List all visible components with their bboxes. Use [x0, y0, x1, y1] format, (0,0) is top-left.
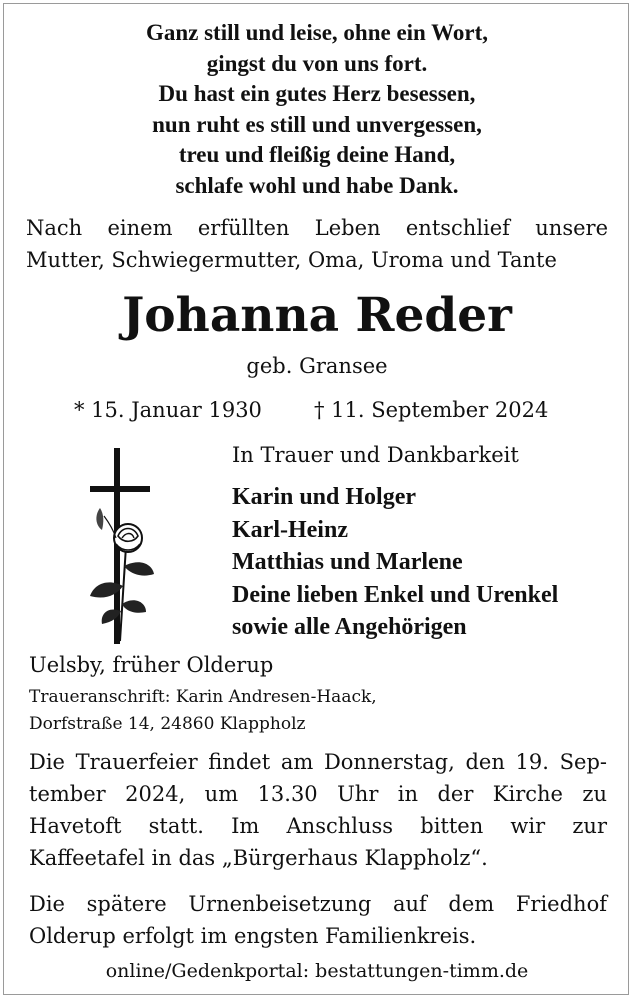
- deceased-name: Johanna Reder: [122, 288, 512, 343]
- ceremony-text: [29, 746, 607, 874]
- address-line: Traueranschrift: Karin Andresen-Haack,: [29, 687, 377, 707]
- signer: sowie alle Angehörigen: [232, 614, 467, 640]
- poem-line: gingst du von uns fort.: [206, 50, 428, 76]
- poem-line: Ganz still und leise, ohne ein Wort,: [145, 20, 489, 45]
- online-memorial-link[interactable]: online/Gedenkportal: bestattungen-timm.de: [105, 960, 529, 982]
- poem-line: nun ruht es still und unvergessen,: [152, 111, 482, 137]
- address-line: Dorfstraße 14, 24860 Klappholz: [29, 714, 306, 734]
- intro-line: Mutter, Schwiegermutter, Oma, Uroma und Tante: [26, 248, 557, 272]
- signers-list: [232, 481, 558, 644]
- residence: Uelsby, früher Olderup: [29, 653, 274, 677]
- signer: Karl-Heinz: [232, 516, 348, 543]
- poem: [0, 18, 634, 201]
- urn-line: Die spätere Urnenbeisetzung auf dem Friedhof: [29, 892, 607, 916]
- ceremony-line: tember 2024, um 13.30 Uhr in der Kirche zu: [29, 782, 607, 806]
- intro-line: Nach einem erfüllten Leben entschlief unsere: [26, 216, 608, 240]
- mourning-heading: In Trauer und Dankbarkeit: [232, 443, 519, 467]
- signer: Matthias und Marlene: [232, 549, 463, 575]
- signer: Deine lieben Enkel und Urenkel: [232, 581, 559, 608]
- maiden-name: geb. Gransee: [246, 354, 388, 378]
- poem-line: Du hast ein gutes Herz besessen,: [158, 81, 476, 106]
- death-date: † 11. September 2024: [314, 398, 549, 422]
- signer: Karin und Holger: [232, 484, 417, 510]
- poem-line: treu und fleißig deine Hand,: [178, 142, 456, 167]
- cross-with-rose-icon: [80, 446, 160, 646]
- urn-line: Olderup erfolgt im engsten Familienkreis.: [29, 924, 477, 948]
- urn-burial-text: [29, 888, 607, 952]
- ceremony-line: Die Trauerfeier findet am Donnerstag, den 19. Sep-: [29, 750, 607, 774]
- mourning-address: [29, 684, 377, 738]
- birth-date: * 15. Januar 1930: [74, 398, 262, 422]
- ceremony-line: Kaffeetafel in das „Bürgerhaus Klappholz“.: [29, 846, 488, 870]
- intro-text: [26, 212, 608, 276]
- ceremony-line: Havetoft statt. Im Anschluss bitten wir zur: [29, 814, 607, 838]
- poem-line: schlafe wohl und habe Dank.: [175, 172, 459, 198]
